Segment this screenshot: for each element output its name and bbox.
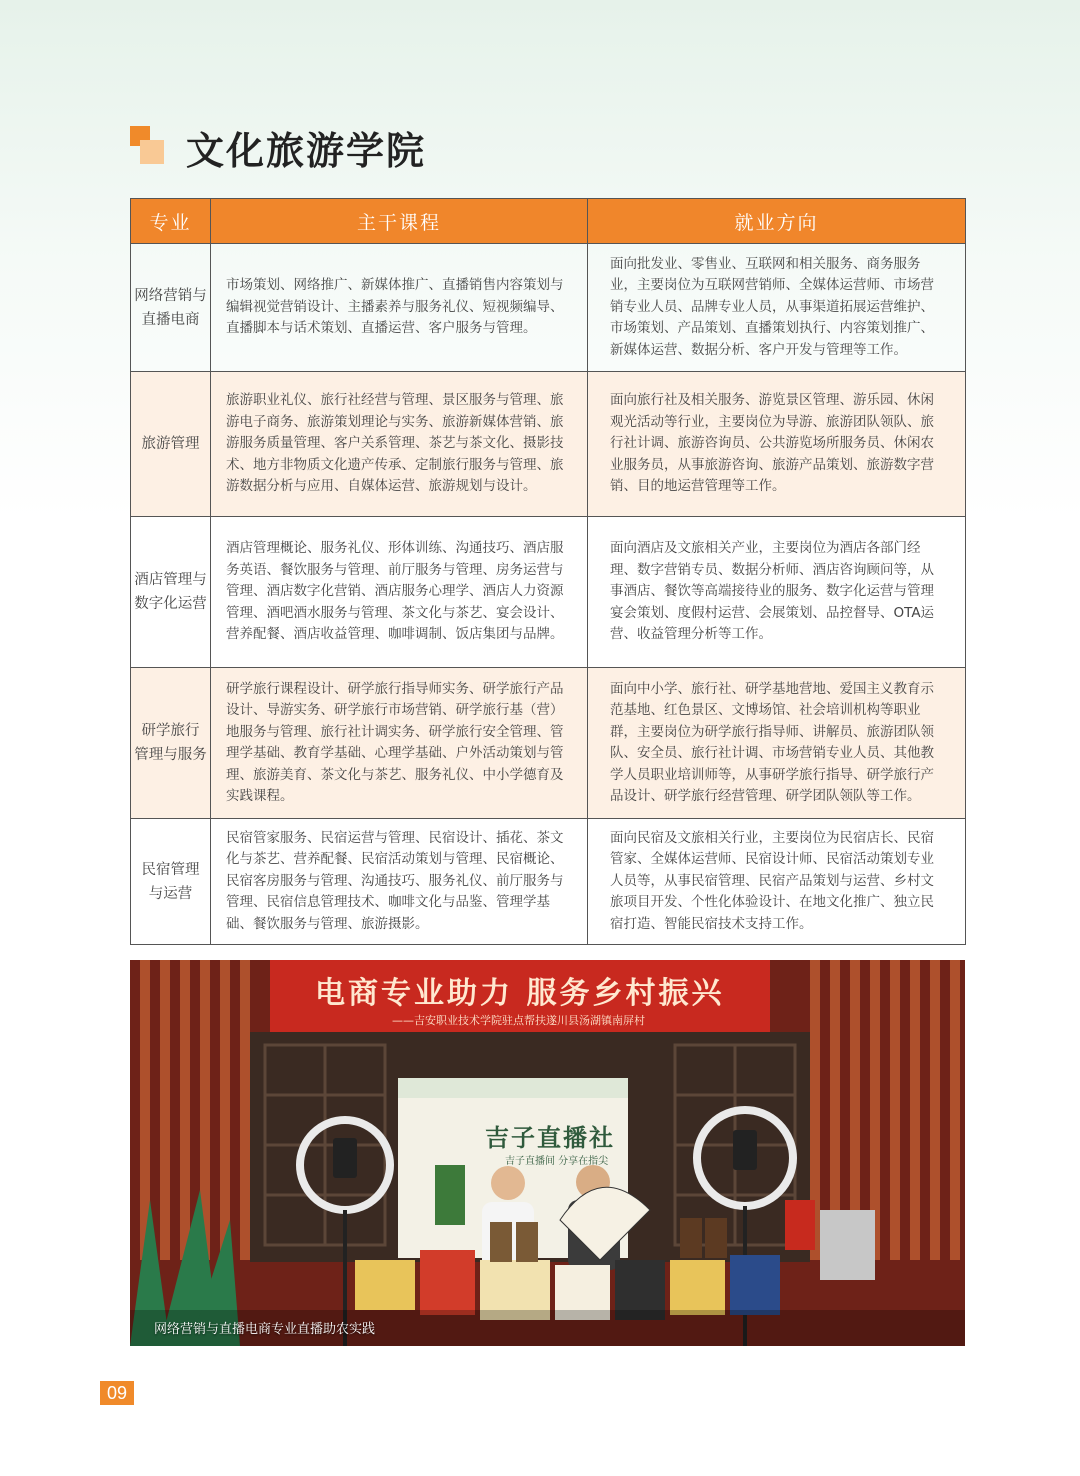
table-row [131,517,966,668]
banner-slogan: 电商专业助力 服务乡村振兴 [315,976,725,1011]
course-list: 旅游职业礼仪、旅行社经营与管理、景区服务与管理、旅游电子商务、旅游策划理论与实务、旅游新媒体营销、旅游服务质量管理、客户关系管理、茶艺与茶文化、摄影技术、地方非物质文化遗产传承、定制旅行服务与管理、旅游数据分析与应用、自媒体运营、旅游规划与设计。 [211,372,588,517]
major-name: 旅游管理 [131,372,211,517]
header-major: 专业 [131,199,211,244]
page-title: 文化旅游学院 [186,129,427,173]
career-list: 面向中小学、旅行社、研学基地营地、爱国主义教育示范基地、红色景区、文博场馆、社会培训机构等职业群，主要岗位为研学旅行指导师、讲解员、旅游团队领队、安全员、旅行社计调、市场营销专业人员、其他教学人员职业培训师等，从事研学旅行指导、研学旅行产品设计、研学旅行经营管理、研学团队领队等工作。 [588,668,966,819]
career-list: 面向批发业、零售业、互联网和相关服务、商务服务业，主要岗位为互联网营销师、全媒体运营师、市场营销专业人员、品牌专业人员，从事渠道拓展运营维护、市场策划、产品策划、直播策划执行、内容策划推广、新媒体运营、数据分析、客户开发与管理等工作。 [588,244,966,372]
course-list: 研学旅行课程设计、研学旅行指导师实务、研学旅行产品设计、导游实务、研学旅行市场营销、研学旅行基（营）地服务与管理、旅行社计调实务、研学旅行安全管理、管理学基础、教育学基础、心理学基础、户外活动策划与管理、旅游美育、茶文化与茶艺、服务礼仪、中小学德育及实践课程。 [211,668,588,819]
board-title: 吉子直播社 [485,1124,615,1152]
header-courses: 主干课程 [211,199,588,244]
board-subtitle: 吉子直播间 分享在指尖 [505,1156,609,1167]
table-row [131,819,966,945]
photo-caption: 网络营销与直播电商专业直播助农实践 [154,1322,376,1337]
table-header-row [131,199,966,244]
table-row [131,668,966,819]
course-list: 民宿管家服务、民宿运营与管理、民宿设计、插花、茶文化与茶艺、营养配餐、民宿活动策划与管理、民宿概论、民宿客房服务与管理、沟通技巧、服务礼仪、前厅服务与管理、民宿信息管理技术、咖啡文化与品鉴、管理学基础、餐饮服务与管理、旅游摄影。 [211,819,588,945]
course-list: 酒店管理概论、服务礼仪、形体训练、沟通技巧、酒店服务英语、餐饮服务与管理、前厅服务与管理、房务运营与管理、酒店数字化营销、酒店服务心理学、酒店人力资源管理、酒吧酒水服务与管理、茶文化与茶艺、宴会设计、营养配餐、酒店收益管理、咖啡调制、饭店集团与品牌。 [211,517,588,668]
page-number: 09 [100,1381,134,1405]
major-name: 民宿管理 与运营 [131,819,211,945]
career-list: 面向酒店及文旅相关产业，主要岗位为酒店各部门经理、数字营销专员、数据分析师、酒店咨询顾问等，从事酒店、餐饮等高端接待业的服务、数字化运营与管理宴会策划、度假村运营、会展策划、品控督导、OTA运营、收益管理分析等工作。 [588,517,966,668]
major-name: 研学旅行 管理与服务 [131,668,211,819]
major-name: 酒店管理与 数字化运营 [131,517,211,668]
major-name: 网络营销与 直播电商 [131,244,211,372]
livestream-photo [130,960,965,1346]
table-row [131,244,966,372]
banner-subtitle: ——吉安职业技术学院驻点帮扶遂川县汤湖镇南屏村 [392,1014,645,1027]
career-list: 面向旅行社及相关服务、游览景区管理、游乐园、休闲观光活动等行业，主要岗位为导游、旅游团队领队、旅行社计调、旅游咨询员、公共游览场所服务员、休闲农业服务员，从事旅游咨询、旅游产品策划、旅游数字营销、目的地运营管理等工作。 [588,372,966,517]
title-square-icon [130,126,166,162]
majors-table [130,198,966,945]
career-list: 面向民宿及文旅相关行业，主要岗位为民宿店长、民宿管家、全媒体运营师、民宿设计师、民宿活动策划专业人员等，从事民宿管理、民宿产品策划与运营、乡村文旅项目开发、个性化体验设计、在地文化推广、独立民宿打造、智能民宿技术支持工作。 [588,819,966,945]
course-list: 市场策划、网络推广、新媒体推广、直播销售内容策划与编辑视觉营销设计、主播素养与服务礼仪、短视频编导、直播脚本与话术策划、直播运营、客户服务与管理。 [211,244,588,372]
header-careers: 就业方向 [588,199,966,244]
table-row [131,372,966,517]
